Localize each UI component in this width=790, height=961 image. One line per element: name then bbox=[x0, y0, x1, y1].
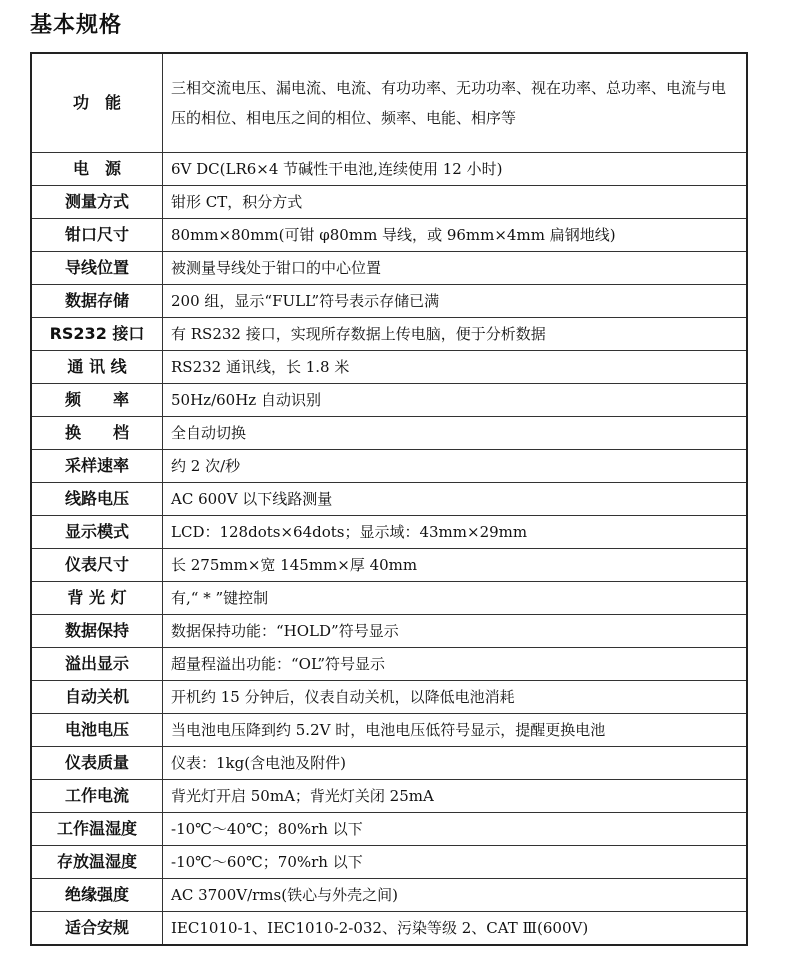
spec-row-rs232-port bbox=[31, 318, 747, 351]
spec-row-range-switch bbox=[31, 417, 747, 450]
spec-value: 三相交流电压、漏电流、电流、有功功率、无功功率、视在功率、总功率、电流与电压的相位、相电压之间的相位、频率、电能、相序等 bbox=[163, 53, 748, 153]
spec-label: 数据保持 bbox=[31, 615, 163, 648]
spec-value: 约 2 次/秒 bbox=[163, 450, 748, 483]
spec-value: 开机约 15 分钟后，仪表自动关机，以降低电池消耗 bbox=[163, 681, 748, 714]
spec-row-frequency bbox=[31, 384, 747, 417]
spec-row-data-storage bbox=[31, 285, 747, 318]
spec-row-meter-size bbox=[31, 549, 747, 582]
spec-label: 溢出显示 bbox=[31, 648, 163, 681]
spec-value: 有 RS232 接口，实现所存数据上传电脑，便于分析数据 bbox=[163, 318, 748, 351]
spec-value: 6V DC(LR6×4 节碱性干电池,连续使用 12 小时) bbox=[163, 153, 748, 186]
spec-row-display-mode bbox=[31, 516, 747, 549]
spec-label: 电池电压 bbox=[31, 714, 163, 747]
spec-row-working-current bbox=[31, 780, 747, 813]
spec-row-function bbox=[31, 53, 747, 153]
spec-value: 仪表：1kg(含电池及附件) bbox=[163, 747, 748, 780]
spec-label: 适合安规 bbox=[31, 912, 163, 946]
spec-row-battery-voltage bbox=[31, 714, 747, 747]
spec-value: 80mm×80mm(可钳 φ80mm 导线，或 96mm×4mm 扁钢地线) bbox=[163, 219, 748, 252]
spec-label: 采样速率 bbox=[31, 450, 163, 483]
spec-row-meter-weight bbox=[31, 747, 747, 780]
spec-row-sampling-rate bbox=[31, 450, 747, 483]
spec-label: 电 源 bbox=[31, 153, 163, 186]
spec-row-auto-power-off bbox=[31, 681, 747, 714]
spec-row-line-voltage bbox=[31, 483, 747, 516]
spec-label: 仪表质量 bbox=[31, 747, 163, 780]
spec-row-safety-standard bbox=[31, 912, 747, 946]
spec-value: 长 275mm×宽 145mm×厚 40mm bbox=[163, 549, 748, 582]
spec-value: AC 3700V/rms(铁心与外壳之间) bbox=[163, 879, 748, 912]
spec-value: 被测量导线处于钳口的中心位置 bbox=[163, 252, 748, 285]
spec-value: 数据保持功能：“HOLD”符号显示 bbox=[163, 615, 748, 648]
spec-value: RS232 通讯线，长 1.8 米 bbox=[163, 351, 748, 384]
spec-value: 超量程溢出功能：“OL”符号显示 bbox=[163, 648, 748, 681]
spec-value: -10℃～40℃；80%rh 以下 bbox=[163, 813, 748, 846]
spec-row-insulation-strength bbox=[31, 879, 747, 912]
spec-value: 50Hz/60Hz 自动识别 bbox=[163, 384, 748, 417]
spec-label: 存放温湿度 bbox=[31, 846, 163, 879]
spec-label: 绝缘强度 bbox=[31, 879, 163, 912]
spec-value: AC 600V 以下线路测量 bbox=[163, 483, 748, 516]
spec-row-power-supply bbox=[31, 153, 747, 186]
spec-label: 功 能 bbox=[31, 53, 163, 153]
spec-label: 换 档 bbox=[31, 417, 163, 450]
spec-row-jaw-size bbox=[31, 219, 747, 252]
spec-label: 测量方式 bbox=[31, 186, 163, 219]
spec-label: 仪表尺寸 bbox=[31, 549, 163, 582]
spec-label: 自动关机 bbox=[31, 681, 163, 714]
spec-label: 背 光 灯 bbox=[31, 582, 163, 615]
spec-label: 频 率 bbox=[31, 384, 163, 417]
spec-label: 导线位置 bbox=[31, 252, 163, 285]
spec-value: 背光灯开启 50mA；背光灯关闭 25mA bbox=[163, 780, 748, 813]
spec-label: RS232 接口 bbox=[31, 318, 163, 351]
spec-row-data-hold bbox=[31, 615, 747, 648]
spec-value: 当电池电压降到约 5.2V 时，电池电压低符号显示，提醒更换电池 bbox=[163, 714, 748, 747]
spec-value: 200 组，显示“FULL”符号表示存储已满 bbox=[163, 285, 748, 318]
spec-value: 全自动切换 bbox=[163, 417, 748, 450]
spec-row-storage-temp-humidity bbox=[31, 846, 747, 879]
spec-value: -10℃～60℃；70%rh 以下 bbox=[163, 846, 748, 879]
spec-label: 通 讯 线 bbox=[31, 351, 163, 384]
spec-row-wire-position bbox=[31, 252, 747, 285]
spec-table bbox=[30, 52, 748, 946]
spec-value: IEC1010-1、IEC1010-2-032、污染等级 2、CAT Ⅲ(600V) bbox=[163, 912, 748, 946]
spec-value: LCD：128dots×64dots；显示域：43mm×29mm bbox=[163, 516, 748, 549]
spec-label: 工作电流 bbox=[31, 780, 163, 813]
section-heading: 基本规格 bbox=[30, 13, 123, 38]
spec-row-backlight bbox=[31, 582, 747, 615]
spec-value: 有,“ * ”键控制 bbox=[163, 582, 748, 615]
spec-label: 线路电压 bbox=[31, 483, 163, 516]
spec-value: 钳形 CT，积分方式 bbox=[163, 186, 748, 219]
spec-label: 显示模式 bbox=[31, 516, 163, 549]
spec-label: 数据存储 bbox=[31, 285, 163, 318]
spec-row-measure-method bbox=[31, 186, 747, 219]
spec-row-overflow-display bbox=[31, 648, 747, 681]
spec-row-operating-temp-humidity bbox=[31, 813, 747, 846]
spec-label: 钳口尺寸 bbox=[31, 219, 163, 252]
spec-row-comm-cable bbox=[31, 351, 747, 384]
spec-label: 工作温湿度 bbox=[31, 813, 163, 846]
